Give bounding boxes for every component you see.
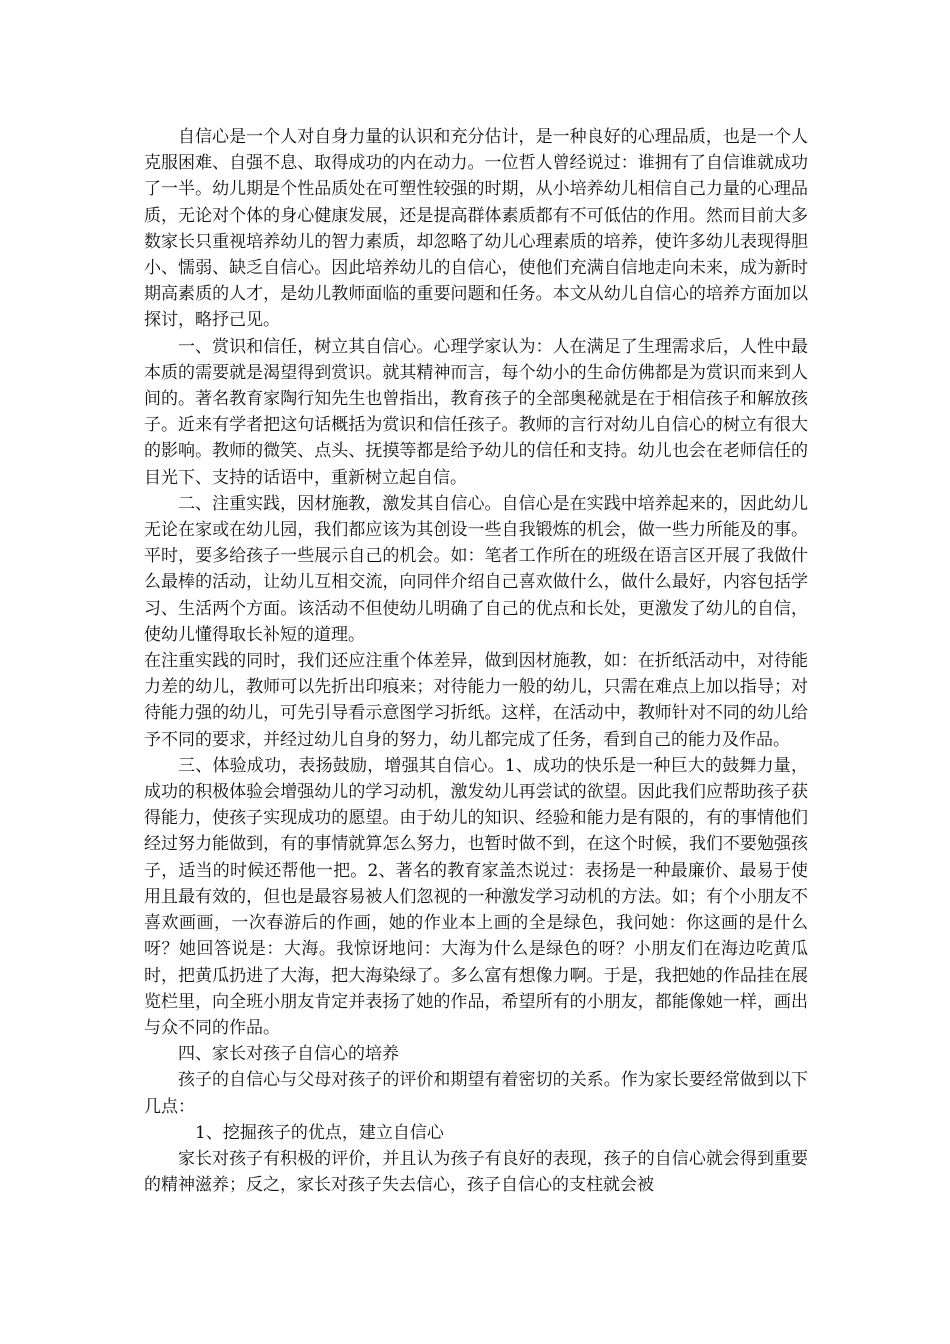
paragraph-point-1: 家长对孩子有积极的评价，并且认为孩子有良好的表现，孩子的自信心就会得到重要的精神滋养；反之，家长对孩子失去信心，孩子自信心的支柱就会被 (144, 1148, 808, 1196)
document-body (144, 124, 808, 1198)
paragraph-section-1: 一、赏识和信任，树立其自信心。心理学家认为：人在满足了生理需求后，人性中最本质的需要就是渴望得到赏识。就其精神而言，每个幼小的生命仿佛都是为赏识而来到人间的。著名教育家陶行知先生也曾指出，教育孩子的全部奥秘就是在于相信孩子和解放孩子。近来有学者把这句话概括为赏识和信任孩子。教师的言行对幼儿自信心的树立有很大的影响。教师的微笑、点头、抚摸等都是给予幼儿的信任和支持。幼儿也会在老师信任的目光下、支持的话语中，重新树立起自信。 (144, 336, 808, 488)
paragraph-section-2-continued: 在注重实践的同时，我们还应注重个体差异，做到因材施教，如：在折纸活动中，对待能力差的幼儿，教师可以先折出印痕来；对待能力一般的幼儿，只需在难点上加以指导；对待能力强的幼儿，可先引导看示意图学习折纸。这样，在活动中，教师针对不同的幼儿给予不同的要求，并经过幼儿自身的努力，幼儿都完成了任务，看到自己的能力及作品。 (144, 651, 808, 750)
paragraph-intro: 自信心是一个人对自身力量的认识和充分估计，是一种良好的心理品质，也是一个人克服困难、自强不息、取得成功的内在动力。一位哲人曾经说过：谁拥有了自信谁就成功了一半。幼儿期是个性品质处在可塑性较强的时期，从小培养幼儿相信自己力量的心理品质，无论对个体的身心健康发展，还是提高群体素质都有不可低估的作用。然而目前大多数家长只重视培养幼儿的智力素质，却忽略了幼儿心理素质的培养，使许多幼儿表现得胆小、懦弱、缺乏自信心。因此培养幼儿的自信心，使他们充满自信地走向未来，成为新时期高素质的人才，是幼儿教师面临的重要问题和任务。本文从幼儿自信心的培养方面加以探讨，略抒己见。 (144, 127, 808, 331)
heading-section-4: 四、家长对孩子自信心的培养 (178, 1044, 399, 1065)
paragraph-section-3: 三、体验成功，表扬鼓励，增强其自信心。1、成功的快乐是一种巨大的鼓舞力量，成功的积极体验会增强幼儿的学习动机，激发幼儿再尝试的欲望。因此我们应帮助孩子获得能力，使孩子实现成功的愿望。由于幼儿的知识、经验和能力是有限的，有的事情他们经过努力能做到，有的事情就算怎么努力，也暂时做不到，在这个时候，我们不要勉强孩子，适当的时候还帮他一把。2、著名的教育家盖杰说过：表扬是一种最廉价、最易于使用且最有效的，但也是最容易被人们忽视的一种激发学习动机的方法。如；有个小朋友不喜欢画画，一次春游后的作画，她的作业本上画的全是绿色，我问她：你这画的是什么呀？她回答说是：大海。我惊讶地问：大海为什么是绿色的呀？小朋友们在海边吃黄瓜时，把黄瓜扔进了大海，把大海染绿了。多么富有想像力啊。于是，我把她的作品挂在展览栏里，向全班小朋友肯定并表扬了她的作品，希望所有的小朋友，都能像她一样，画出与众不同的作品。 (144, 755, 808, 1038)
paragraph-section-2: 二、注重实践，因材施教，激发其自信心。自信心是在实践中培养起来的，因此幼儿无论在家或在幼儿园，我们都应该为其创设一些自我锻炼的机会，做一些力所能及的事。平时，要多给孩子一些展示自己的机会。如：笔者工作所在的班级在语言区开展了我做什么最棒的活动，让幼儿互相交流，向同伴介绍自己喜欢做什么，做什么最好，内容包括学习、生活两个方面。该活动不但使幼儿明确了自己的优点和长处，更激发了幼儿的自信，使幼儿懂得取长补短的道理。 (144, 493, 808, 645)
subheading-point-1: 1、挖掘孩子的优点，建立自信心 (195, 1122, 444, 1143)
paragraph-section-4-intro: 孩子的自信心与父母对孩子的评价和期望有着密切的关系。作为家长要经常做到以下几点： (144, 1070, 808, 1117)
